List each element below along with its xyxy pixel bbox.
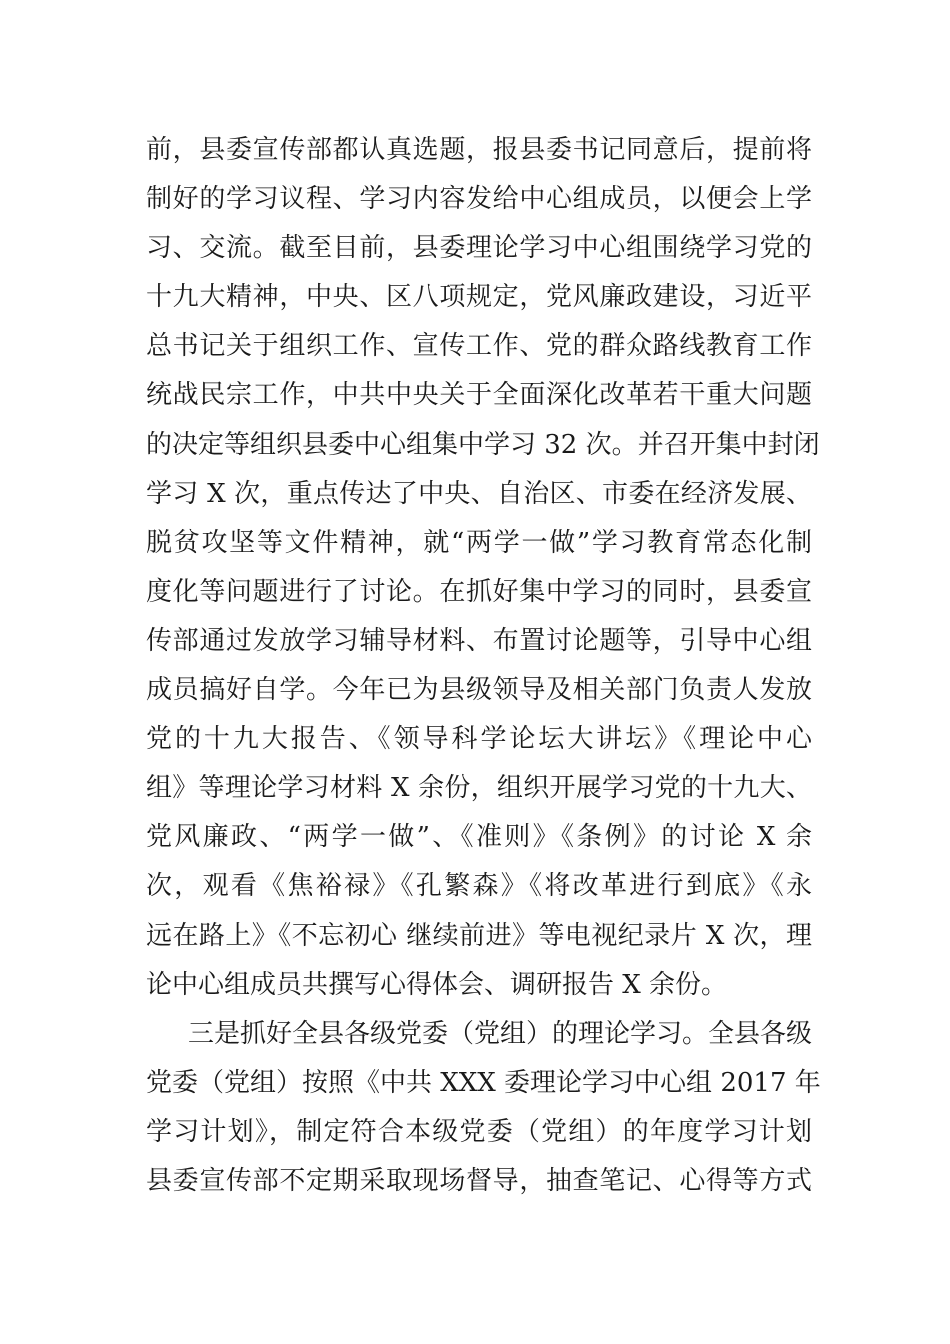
text-line: 制好的学习议程、学习内容发给中心组成员，以便会上学 [146,184,812,215]
text-line: 成员搞好自学。今年已为县级领导及相关部门负责人发放 [146,675,812,706]
text-line: 党的十九大报告、《领导科学论坛大讲坛》《理论中心 [146,724,812,755]
text-line: 次，观看《焦裕禄》《孔繁森》《将改革进行到底》《永 [146,871,812,902]
text-line: 学习 X 次，重点传达了中央、自治区、市委在经济发展、 [146,478,812,509]
paragraph-first-line: 三是抓好全县各级党委（党组）的理论学习。全县各级 [188,1018,813,1049]
text-line: 前，县委宣传部都认真选题，报县委书记同意后，提前将 [146,135,812,165]
text-line: 学习计划》，制定符合本级党委（党组）的年度学习计划 [146,1116,812,1147]
text-line: 党委（党组）按照《中共 XXX 委理论学习中心组 2017 年 [146,1067,821,1098]
text-line: 脱贫攻坚等文件精神，就“两学一做”学习教育常态化制 [146,527,812,558]
text-line: 党风廉政、“两学一做”、《准则》《条例》的讨论 X 余 [146,822,812,853]
text-line: 习、交流。截至目前，县委理论学习中心组围绕学习党的 [146,233,812,264]
text-line: 十九大精神，中央、区八项规定，党风廉政建设，习近平 [146,282,812,313]
text-line: 论中心组成员共撰写心得体会、调研报告 X 余份。 [146,969,728,1000]
text-line: 县委宣传部不定期采取现场督导，抽查笔记、心得等方式 [146,1165,812,1196]
text-line: 度化等问题进行了讨论。在抓好集中学习的同时，县委宣 [146,576,812,607]
text-line: 传部通过发放学习辅导材料、布置讨论题等，引导中心组 [146,625,812,656]
text-line: 的决定等组织县委中心组集中学习 32 次。并召开集中封闭 [146,429,820,460]
body-text [146,126,821,1206]
text-line: 总书记关于组织工作、宣传工作、党的群众路线教育工作 [146,331,812,362]
text-line: 统战民宗工作，中共中央关于全面深化改革若干重大问题 [146,380,812,411]
text-line: 远在路上》《不忘初心 继续前进》等电视纪录片 X 次，理 [146,920,812,951]
text-line: 组》等理论学习材料 X 余份，组织开展学习党的十九大、 [146,773,812,804]
